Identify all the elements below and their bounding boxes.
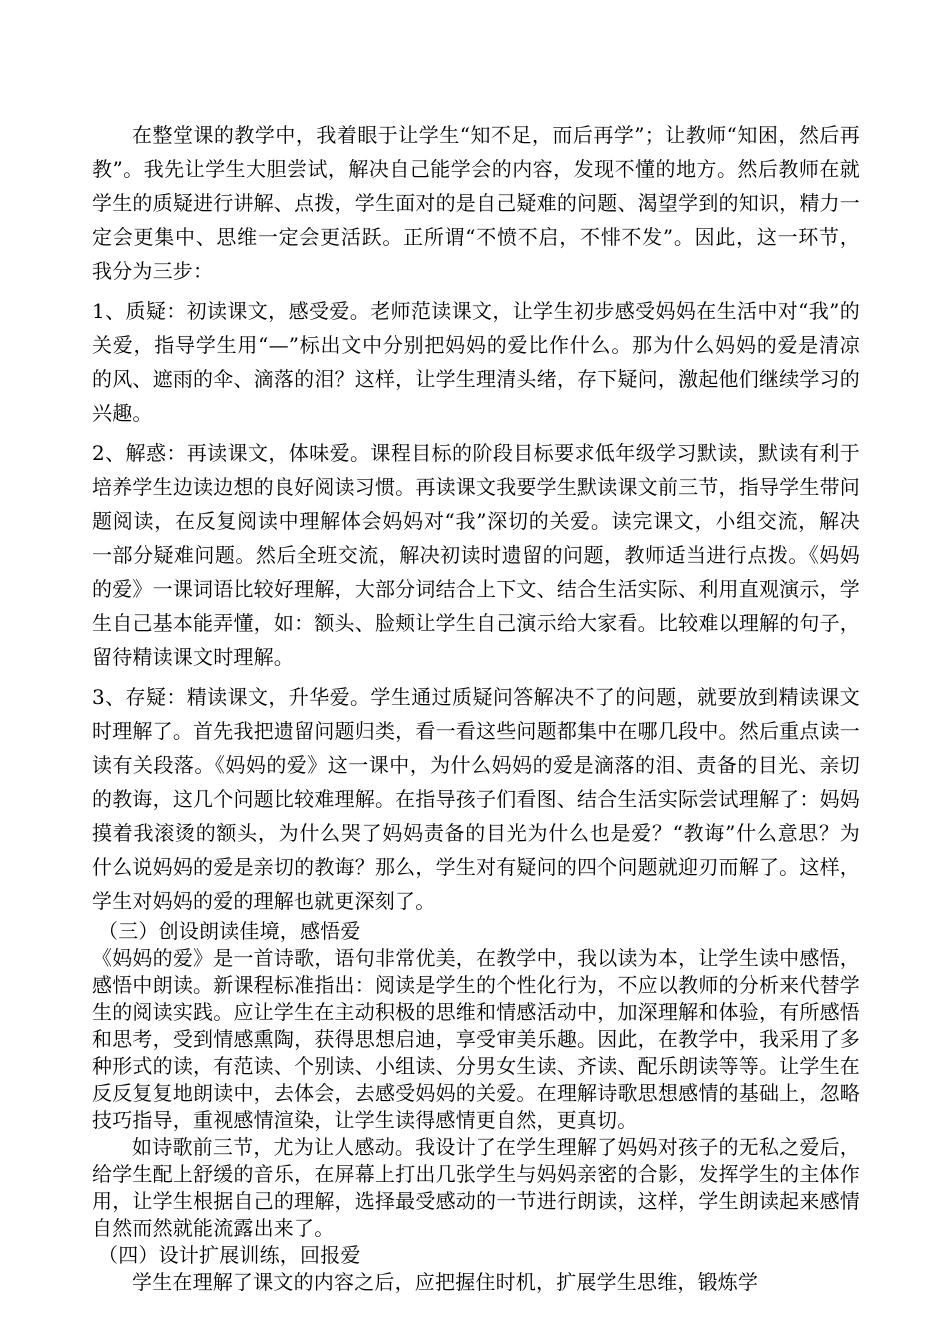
extension-paragraph: 学生在理解了课文的内容之后，应把握住时机，扩展学生思维，锻炼学 <box>132 1270 759 1294</box>
step-deepening-paragraph: 3、存疑：精读课文，升华爱。学生通过质疑问答解决不了的问题，就要放到精读课文时理解了。首先我把遗留问题归类，看一看这些问题都集中在哪几段中。然后重点读一读有关段落。《妈妈的爱》这一课中，为什么妈妈的爱是滴落的泪、责备的目光、亲切的教诲，这几个问题比较难理解。在指导孩子们看图、结合生活实际尝试理解了：妈妈摸着我滚烫的额头，为什么哭了妈妈责备的目光为什么也是爱？“教诲”什么意思？为什么说妈妈的爱是亲切的教诲？那么，学生对有疑问的四个问题就迎刃而解了。这样，学生对妈妈的爱的理解也就更深刻了。 <box>92 685 860 913</box>
reading-paragraph: 《妈妈的爱》是一首诗歌，语句非常优美，在教学中，我以读为本，让学生读中感悟，感悟中朗读。新课程标准指出：阅读是学生的个性化行为，不应以教师的分析来代替学生的阅读实践。应让学生在主动积极的思维和情感活动中，加深理解和体验，有所感悟和思考，受到情感熏陶，获得思想启迪，享受审美乐趣。因此，在教学中，我采用了多种形式的读，有范读、个别读、小组读、分男女生读、齐读、配乐朗读等等。让学生在反反复复地朗读中，去体会，去感受妈妈的关爱。在理解诗歌思想感情的基础上，忽略技巧指导，重视感情渲染，让学生读得感情更自然，更真切。 <box>92 946 860 1132</box>
poem-reading-paragraph: 如诗歌前三节，尤为让人感动。我设计了在学生理解了妈妈对孩子的无私之爱后，给学生配上舒缓的音乐，在屏幕上打出几张学生与妈妈亲密的合影，发挥学生的主体作用，让学生根据自己的理解，选择最受感动的一节进行朗读，这样，学生朗读起来感情自然而然就能流露出来了。 <box>92 1135 860 1240</box>
document-page <box>92 118 860 1296</box>
step-questioning-paragraph: 1、质疑：初读课文，感受爱。老师范读课文，让学生初步感受妈妈在生活中对“我”的关爱，指导学生用“—”标出文中分别把妈妈的爱比作什么。那为什么妈妈的爱是清凉的风、遮雨的伞、滴落的泪？这样，让学生理清头绪，存下疑问，激起他们继续学习的兴趣。 <box>92 299 860 425</box>
section-heading-four: （四）设计扩展训练，回报爱 <box>98 1243 361 1267</box>
intro-paragraph: 在整堂课的教学中，我着眼于让学生“知不足，而后再学”；让教师“知困，然后再教”。我先让学生大胆尝试，解决自己能学会的内容，发现不懂的地方。然后教师在就学生的质疑进行讲解、点拨，学生面对的是自己疑难的问题、渴望学到的知识，精力一定会更集中、思维一定会更活跃。正所谓“不愤不启，不悱不发”。因此，这一环节，我分为三步： <box>92 123 860 283</box>
step-resolving-paragraph: 2、解惑：再读课文，体味爱。课程目标的阶段目标要求低年级学习默读，默读有利于培养学生边读边想的良好阅读习惯。再读课文我要学生默读课文前三节，指导学生带问题阅读，在反复阅读中理解体会妈妈对“我”深切的关爱。读完课文，小组交流，解决一部分疑难问题。然后全班交流，解决初读时遗留的问题，教师适当进行点拨。《妈妈的爱》一课词语比较好理解，大部分词结合上下文、结合生活实际、利用直观演示，学生自己基本能弄懂，如：额头、脸颊让学生自己演示给大家看。比较难以理解的句子，留待精读课文时理解。 <box>92 441 860 669</box>
section-heading-three: （三）创设朗读佳境，感悟爱 <box>98 919 361 943</box>
